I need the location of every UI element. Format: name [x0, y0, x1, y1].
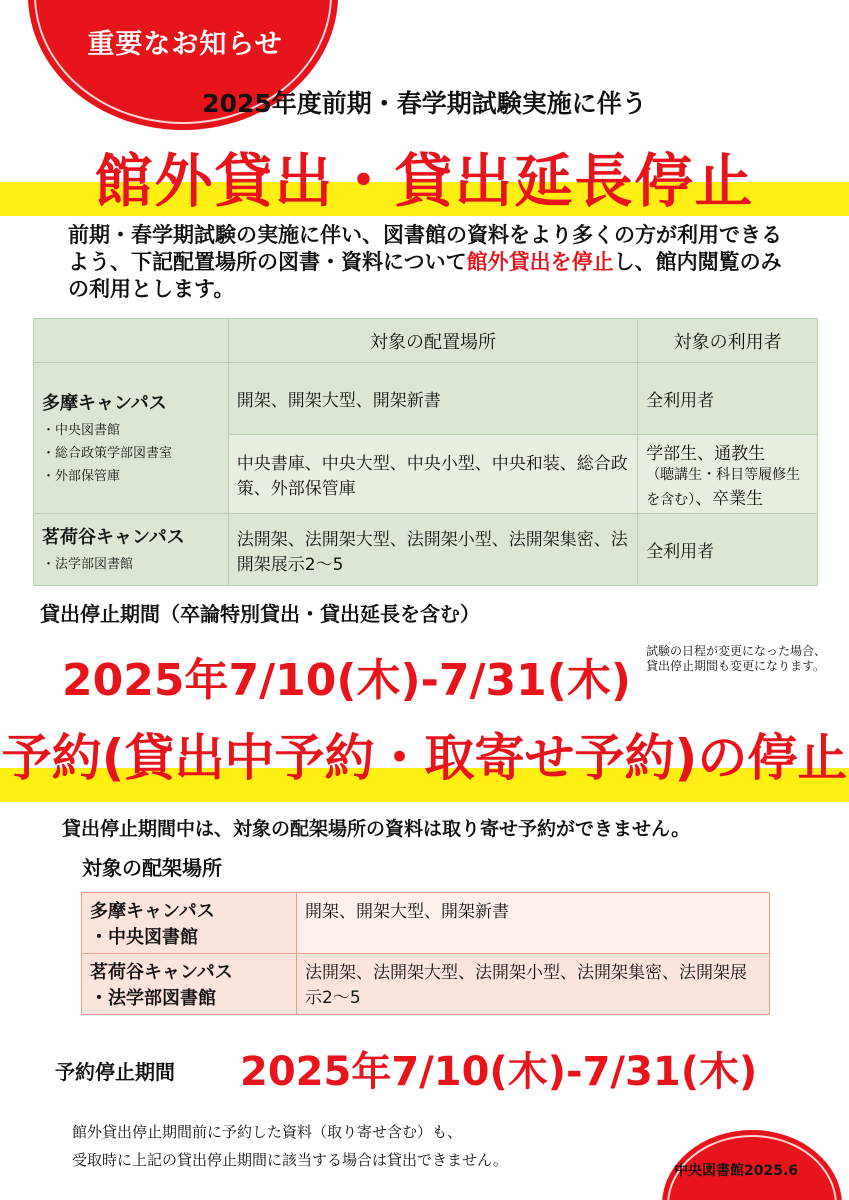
intro-part2: し、館内閲覧のみの利用とします。	[68, 250, 782, 301]
table-header-row	[34, 319, 818, 363]
intro-text	[68, 222, 798, 303]
user-cell: 全利用者	[638, 514, 818, 586]
campus-name: 多摩キャンパス	[90, 901, 215, 922]
campus-cell	[82, 954, 297, 1015]
reservation-period-label: 予約停止期間	[55, 1060, 175, 1084]
intro-highlight: 館外貸出を停止	[466, 250, 614, 274]
reservation-place-label: 対象の配架場所	[82, 856, 222, 880]
user-cell	[638, 435, 818, 514]
reservation-desc: 貸出停止期間中は、対象の配架場所の資料は取り寄せ予約ができません。	[62, 818, 691, 840]
place-cell: 開架、開架大型、開架新書	[297, 893, 770, 954]
place-cell: 中央書庫、中央大型、中央小型、中央和装、総合政策、外部保管庫	[228, 435, 637, 514]
reservation-table	[81, 892, 770, 1015]
loan-stop-table	[33, 318, 818, 586]
campus-name: 多摩キャンパス	[42, 392, 167, 414]
campus-sub: ・外部保管庫	[42, 468, 121, 484]
campus-sub: ・法学部図書館	[42, 557, 134, 572]
table-row	[34, 363, 818, 435]
table-header-empty	[34, 319, 229, 363]
loan-stop-period-label: 貸出停止期間（卒論特別貸出・貸出延長を含む）	[40, 602, 480, 626]
table-row	[34, 514, 818, 586]
loan-stop-date: 2025年7/10(木)-7/31(木)	[62, 655, 631, 706]
campus-name: 茗荷谷キャンパス	[90, 962, 233, 983]
campus-sub: ・中央図書館	[90, 927, 198, 948]
campus-name: 茗荷谷キャンパス	[42, 527, 185, 548]
user-sub: （聴講生・科目等履修生を含む）	[646, 467, 801, 508]
campus-sub: ・総合政策学部図書室	[42, 445, 173, 461]
library-signature: 中央図書館2025.6	[674, 1163, 799, 1179]
table-header-place: 対象の配置場所	[228, 319, 637, 363]
place-cell: 法開架、法開架大型、法開架小型、法開架集密、法開架展示2～5	[228, 514, 637, 586]
footer-note	[72, 1118, 508, 1174]
schedule-change-note: 試験の日程が変更になった場合、貸出停止期間も変更になります。	[646, 644, 827, 673]
page-subtitle: 2025年度前期・春学期試験実施に伴う	[202, 89, 647, 118]
footer-line: 受取時に上記の貸出停止期間に該当する場合は貸出できません。	[72, 1151, 508, 1169]
place-cell: 開架、開架大型、開架新書	[228, 363, 637, 435]
reservation-title: 予約(貸出中予約・取寄せ予約)の停止	[1, 729, 848, 787]
intro-part1: 前期・春学期試験の実施に伴い、図書館の資料をより多くの方が利用できるよう、下記配置場所の図書・資料について	[68, 223, 782, 274]
reservation-period-date: 2025年7/10(木)-7/31(木)	[240, 1049, 758, 1095]
place-cell: 法開架、法開架大型、法開架小型、法開架集密、法開架展示2～5	[297, 954, 770, 1015]
important-notice-badge: 重要なお知らせ	[87, 29, 283, 60]
campus-cell-tama	[34, 363, 229, 514]
page-title: 館外貸出・貸出延長停止	[94, 147, 755, 215]
table-header-user: 対象の利用者	[638, 319, 818, 363]
user-cell: 全利用者	[638, 363, 818, 435]
table-row	[82, 893, 770, 954]
footer-line: 館外貸出停止期間前に予約した資料（取り寄せ含む）も、	[72, 1123, 463, 1141]
campus-sub: ・中央図書館	[42, 422, 121, 438]
campus-cell-myogadani	[34, 514, 229, 586]
user-end: 、卒業生	[695, 489, 764, 509]
campus-sub: ・法学部図書館	[90, 988, 216, 1009]
user-main: 学部生、通教生	[646, 444, 766, 464]
table-row	[82, 954, 770, 1015]
campus-cell	[82, 893, 297, 954]
